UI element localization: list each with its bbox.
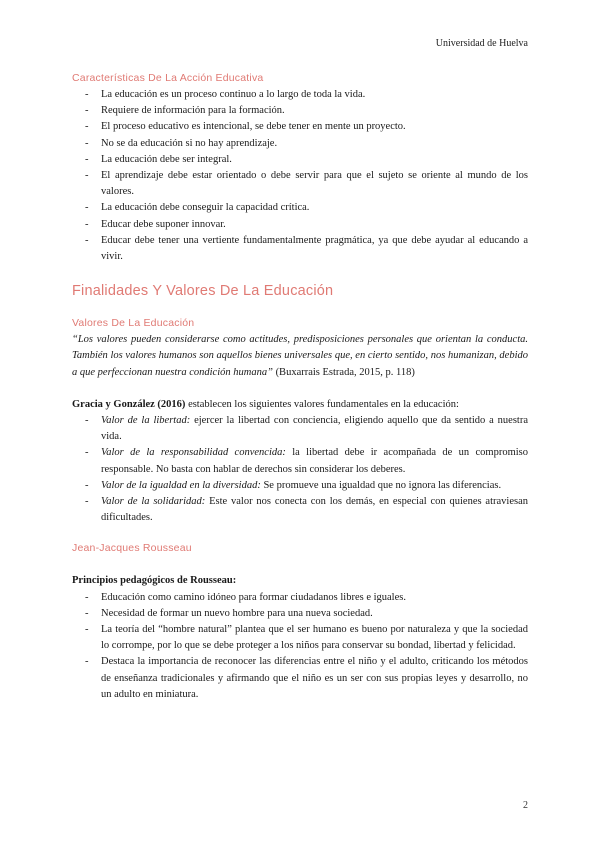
principles-title-line [72, 573, 528, 589]
list-item: - El proceso educativo es intencional, se debe tener en mente un proyecto. [72, 119, 528, 135]
values-quote [72, 332, 528, 381]
list-item [72, 445, 528, 477]
list-item: - No se da educación si no hay aprendizaje. [72, 136, 528, 152]
list-item: - La educación debe conseguir la capacidad crítica. [72, 200, 528, 216]
section-heading-finalidades: Finalidades Y Valores De La Educación [72, 283, 334, 300]
list-item: - El aprendizaje debe estar orientado o debe servir para que el sujeto se oriente al mundo de los valores. [72, 168, 528, 200]
value-text: la libertad debe ir acompañada de un compromiso responsable. No basta con hablar de derechos sin considerar los deberes. [101, 447, 528, 475]
list-item: - La educación debe ser integral. [72, 152, 528, 168]
principles-title: Principios pedagógicos de Rousseau: [72, 575, 237, 587]
list-item: - Requiere de información para la formación. [72, 103, 528, 119]
subsection-heading-rousseau: Jean-Jacques Rousseau [72, 542, 192, 555]
list-item: - La teoría del “hombre natural” plantea que el ser humano es bueno por naturaleza y que la sociedad lo corrompe, por lo que se debe proteger a los niños para conservar su bondad, libertad y felicidad. [72, 622, 528, 654]
page-content [72, 72, 528, 703]
list-item: - Necesidad de formar un nuevo hombre para una nueva sociedad. [72, 606, 528, 622]
value-term: Valor de la solidaridad: [101, 496, 206, 508]
list-item [72, 478, 528, 494]
value-text: Se promueve una igualdad que no ignora las diferencias. [260, 479, 502, 491]
values-list [72, 413, 528, 526]
characteristics-list [72, 87, 528, 265]
page-number: 2 [523, 800, 528, 811]
principles-list [72, 590, 528, 703]
value-term: Valor de la libertad: [101, 415, 191, 427]
quote-text: “Los valores pueden considerarse como actitudes, predisposiciones personales que orientan la conducta. También los valores humanos son aquellos bienes universales que, en cierto sentido, nos humanizan, debido a que perfeccionan nuestra condición humana” [72, 334, 528, 378]
list-item: - Educación como camino idóneo para formar ciudadanos libres e iguales. [72, 590, 528, 606]
value-term: Valor de la responsabilidad convencida: [101, 447, 286, 459]
list-item [72, 413, 528, 445]
list-item: - Educar debe suponer innovar. [72, 217, 528, 233]
value-text: Este valor nos conecta con los demás, en especial con quienes atraviesan dificultades. [101, 496, 528, 524]
list-item: - La educación es un proceso continuo a lo largo de toda la vida. [72, 87, 528, 103]
quote-citation: (Buxarrais Estrada, 2015, p. 118) [272, 366, 415, 378]
section-heading-caracteristicas: Características De La Acción Educativa [72, 72, 264, 84]
list-item: - Destaca la importancia de reconocer las diferencias entre el niño y el adulto, criticando los métodos de enseñanza tradicionales y afirmando que el niño es un ser con sus propias leyes y desarrollo, no un adulto en miniatura. [72, 654, 528, 703]
value-term: Valor de la igualdad en la diversidad: [101, 479, 261, 491]
page-header: Universidad de Huelva [435, 38, 528, 49]
value-text: ejercer la libertad con conciencia, eligiendo aquello que da sentido a nuestra vida. [101, 415, 529, 443]
list-item [72, 494, 528, 526]
intro-author: Gracia y González (2016) [72, 398, 186, 410]
intro-text: establecen los siguientes valores fundamentales en la educación: [185, 398, 459, 410]
subsection-heading-valores: Valores De La Educación [72, 317, 195, 330]
list-item: - Educar debe tener una vertiente fundamentalmente pragmática, ya que debe ayudar al educando a vivir. [72, 233, 528, 265]
values-intro [72, 397, 528, 413]
